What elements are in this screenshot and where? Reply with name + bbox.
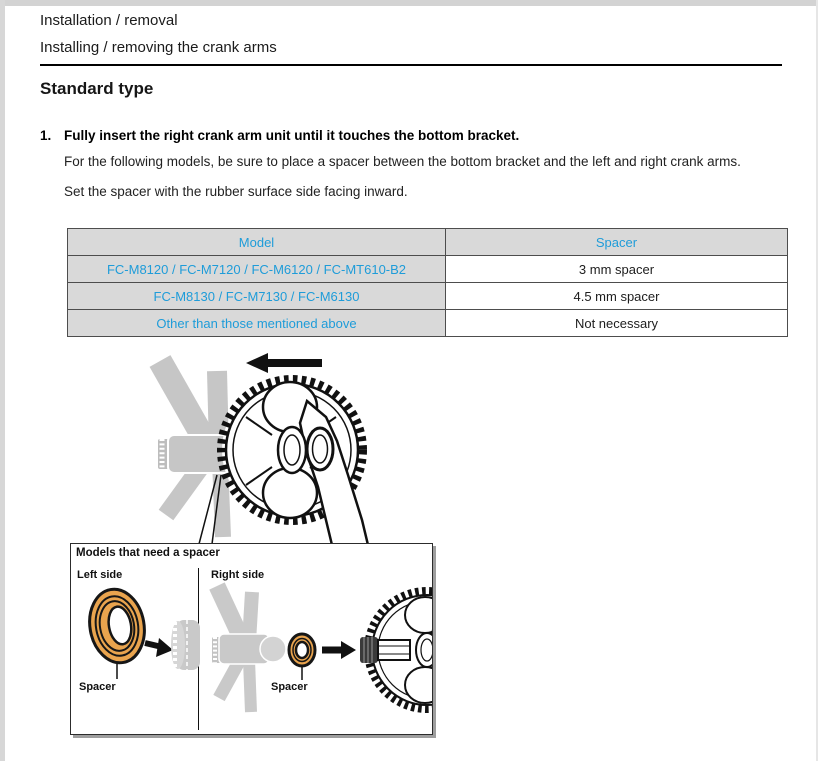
header-divider <box>40 64 782 66</box>
table-cell-model: FC-M8120 / FC-M7120 / FC-M6120 / FC-MT610-B2 <box>68 256 446 283</box>
spacer-label-left: Spacer <box>79 681 116 693</box>
chainring-crank-arm <box>222 380 368 545</box>
breadcrumb-section: Installing / removing the crank arms <box>40 39 277 56</box>
table-cell-spacer: 4.5 mm spacer <box>446 283 788 310</box>
crank-installation-figure <box>60 345 805 745</box>
arrow-right-icon <box>145 638 173 657</box>
crank-axle <box>360 637 410 663</box>
step-paragraph-2: Set the spacer with the rubber surface side facing inward. <box>64 184 408 199</box>
arrow-left-icon <box>246 353 322 373</box>
page-title: Standard type <box>40 79 154 98</box>
page-edge-left <box>0 0 5 761</box>
spacer-label-right: Spacer <box>271 681 308 693</box>
bottom-bracket <box>212 634 286 664</box>
table-header-row <box>68 229 788 256</box>
table-cell-model: Other than those mentioned above <box>68 310 446 337</box>
page-edge-top <box>0 0 818 6</box>
table-row <box>68 256 788 283</box>
step-number: 1. <box>40 128 52 143</box>
crankset-insertion-illustration <box>60 345 440 545</box>
right-side-spacer-illustration <box>199 580 432 730</box>
left-side-spacer-illustration <box>75 584 200 680</box>
table-header-model: Model <box>68 229 446 256</box>
spacer-ring <box>289 634 315 666</box>
table-cell-spacer: 3 mm spacer <box>446 256 788 283</box>
table-row <box>68 283 788 310</box>
table-cell-model: FC-M8130 / FC-M7130 / FC-M6130 <box>68 283 446 310</box>
spacer-ring <box>84 585 150 667</box>
table-cell-spacer: Not necessary <box>446 310 788 337</box>
spacer-callout-box <box>70 543 433 735</box>
table-row <box>68 310 788 337</box>
bb-cup-silhouette <box>171 620 200 670</box>
callout-title: Models that need a spacer <box>76 547 220 559</box>
step-paragraph-1: For the following models, be sure to place a spacer between the bottom bracket and the left and right crank arms. <box>64 154 741 169</box>
right-side-label: Right side <box>211 569 265 581</box>
arrow-right-icon <box>322 641 356 659</box>
spacer-table <box>67 228 788 337</box>
table-header-spacer: Spacer <box>446 229 788 256</box>
left-side-label: Left side <box>77 569 123 581</box>
breadcrumb-chapter: Installation / removal <box>40 12 178 29</box>
step-1 <box>40 128 788 203</box>
step-heading: Fully insert the right crank arm unit until it touches the bottom bracket. <box>64 128 520 143</box>
